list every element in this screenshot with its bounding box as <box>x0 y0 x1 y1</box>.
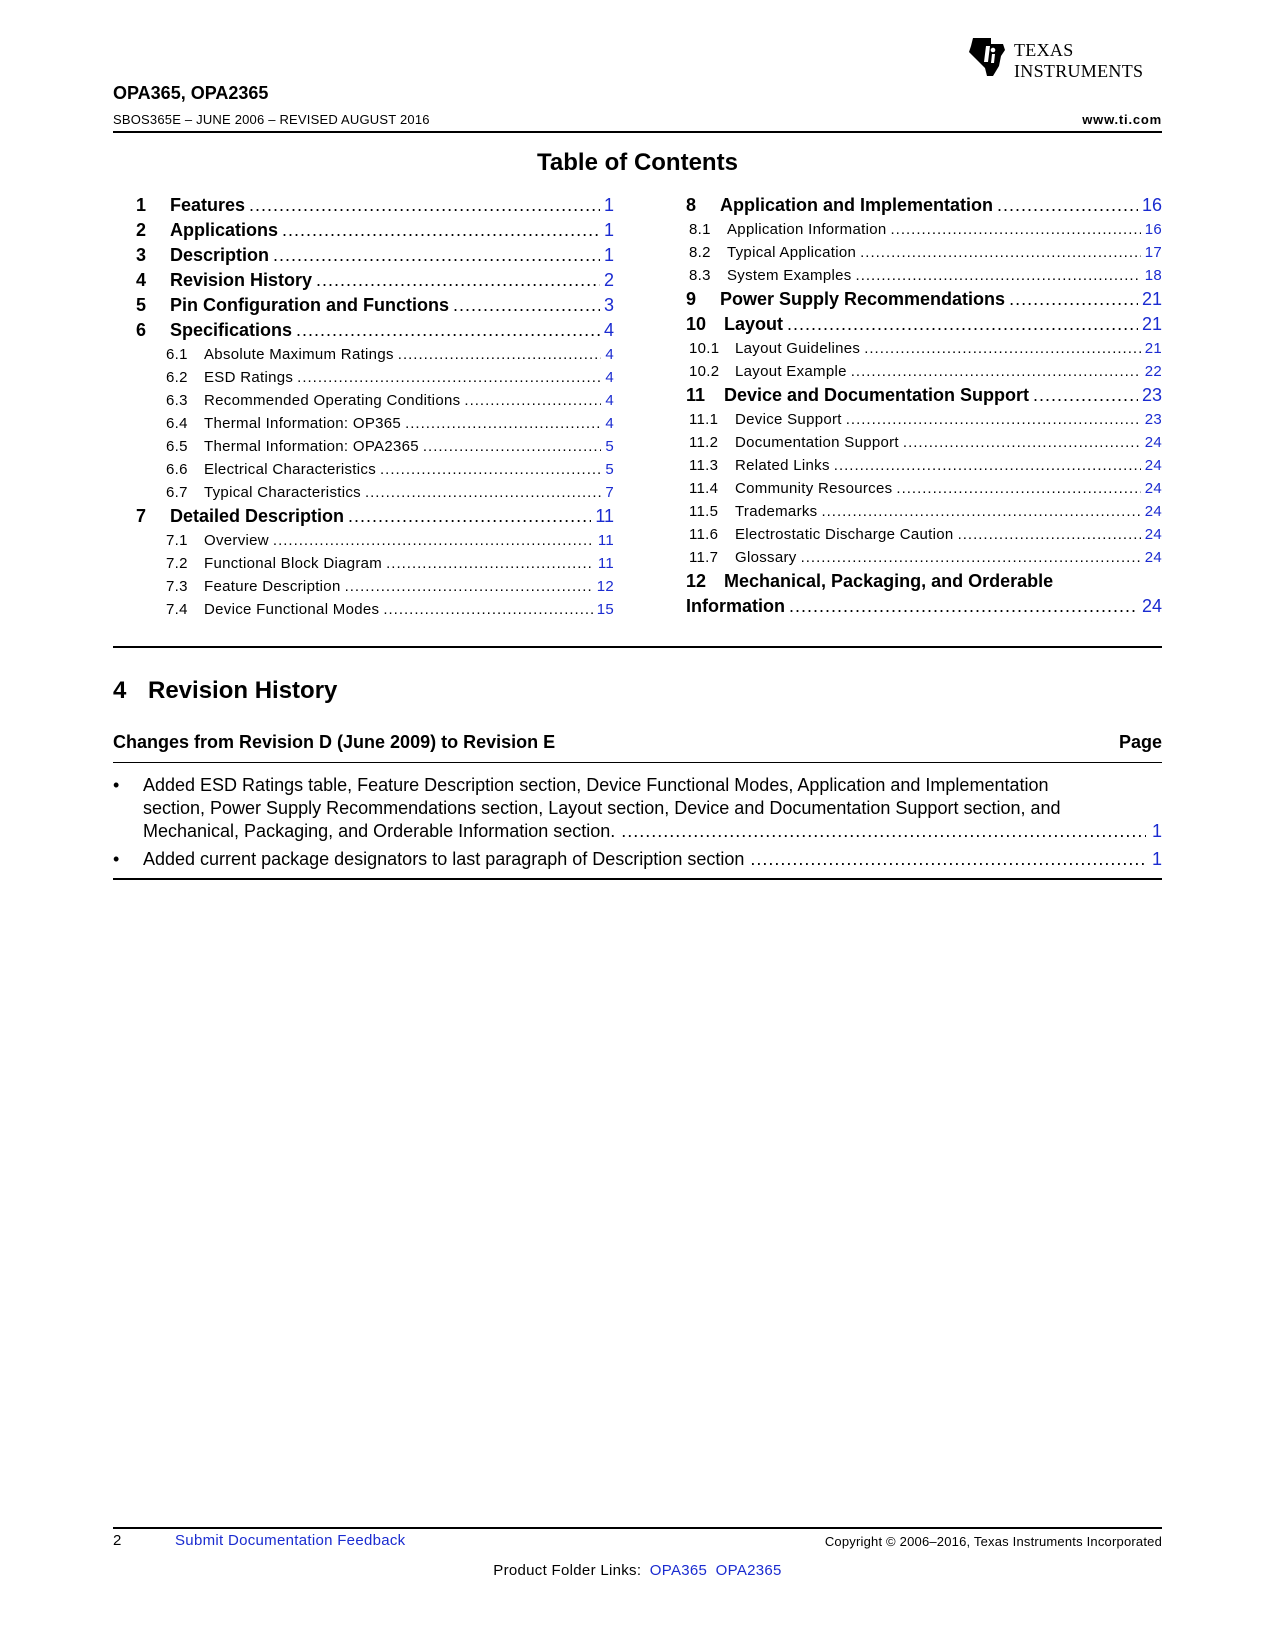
toc-page-link[interactable]: 24 <box>1144 457 1162 474</box>
toc-label[interactable]: Layout Guidelines <box>735 340 861 357</box>
toc-subentry[interactable] <box>686 546 1162 569</box>
toc-entry[interactable] <box>686 193 1162 218</box>
toc-page-link[interactable]: 24 <box>1144 526 1162 543</box>
toc-number: 8.3 <box>689 267 711 284</box>
leader-dots <box>282 218 600 243</box>
toc-entry[interactable] <box>136 268 614 293</box>
leader-dots <box>297 366 601 389</box>
leader-dots <box>891 218 1141 241</box>
toc-label[interactable]: Device Support <box>735 411 842 428</box>
toc-subentry[interactable] <box>136 529 614 552</box>
logo-line-2: INSTRUMENTS <box>1014 61 1144 81</box>
leader-dots <box>464 389 601 412</box>
document-revision-line: SBOS365E – JUNE 2006 – REVISED AUGUST 2016 <box>113 112 430 127</box>
toc-entry[interactable] <box>686 383 1162 408</box>
toc-page-link[interactable]: 16 <box>1141 195 1162 215</box>
leader-dots <box>896 477 1140 500</box>
ti-logo <box>967 36 1167 86</box>
toc-label[interactable]: Description <box>170 245 270 265</box>
change-item <box>113 774 1162 843</box>
toc-label[interactable]: Specifications <box>170 320 293 340</box>
copyright: Copyright © 2006–2016, Texas Instruments Incorporated <box>824 1534 1162 1549</box>
toc-label[interactable]: Overview <box>204 532 269 549</box>
toc-page-link[interactable]: 17 <box>1144 244 1162 261</box>
toc-number: 3 <box>136 245 147 265</box>
toc-subentry[interactable] <box>686 218 1162 241</box>
logo-line-1: TEXAS <box>1014 40 1074 60</box>
toc-label[interactable]: Application Information <box>727 221 887 238</box>
leader-dots <box>1009 287 1138 312</box>
toc-label[interactable]: Layout Example <box>735 363 847 380</box>
leader-dots <box>821 500 1140 523</box>
toc-page-link[interactable]: 15 <box>596 601 614 618</box>
toc-page-link[interactable]: 11 <box>597 532 614 549</box>
site-link[interactable]: www.ti.com <box>1082 112 1162 127</box>
toc-number: 6.7 <box>166 484 188 501</box>
toc-number: 7.3 <box>166 578 188 595</box>
toc-number: 11.4 <box>689 480 719 497</box>
footer-rule <box>113 1527 1162 1529</box>
toc-number: 12 <box>686 571 707 591</box>
toc-entry[interactable] <box>136 218 614 243</box>
toc-page-link[interactable]: 21 <box>1144 340 1162 357</box>
toc-number: 1 <box>136 195 147 215</box>
leader-dots <box>383 598 592 621</box>
toc-label[interactable]: Community Resources <box>735 480 893 497</box>
toc-number: 6.3 <box>166 392 188 409</box>
toc-number: 10.1 <box>689 340 720 357</box>
toc-page-link[interactable]: 21 <box>1141 289 1162 309</box>
leader-dots <box>345 575 593 598</box>
toc-label[interactable]: Feature Description <box>204 578 341 595</box>
changes-header <box>113 732 1162 753</box>
toc-number: 11 <box>686 385 706 405</box>
toc-label[interactable]: Device and Documentation Support <box>724 385 1030 405</box>
toc-page-link[interactable]: 24 <box>1144 434 1162 451</box>
toc-page-link[interactable]: 21 <box>1141 314 1162 334</box>
toc-number: 4 <box>136 270 147 290</box>
product-link-opa365[interactable]: OPA365 <box>649 1562 708 1579</box>
toc-entry[interactable] <box>136 243 614 268</box>
toc-label[interactable]: Features <box>170 195 246 215</box>
toc-number: 7.4 <box>166 601 188 618</box>
leader-dots <box>997 193 1138 218</box>
toc-subentry[interactable] <box>136 389 614 412</box>
toc-label[interactable]: Documentation Support <box>735 434 899 451</box>
toc-subentry[interactable] <box>686 454 1162 477</box>
leader-dots <box>958 523 1141 546</box>
leader-dots <box>398 343 602 366</box>
product-folder-links <box>0 1562 1275 1579</box>
toc-bottom-rule <box>113 646 1162 648</box>
toc-subentry[interactable] <box>686 337 1162 360</box>
toc-number: 11.7 <box>689 549 719 566</box>
toc-label[interactable]: Related Links <box>735 457 830 474</box>
toc-subentry[interactable] <box>136 575 614 598</box>
submit-feedback-link[interactable]: Submit Documentation Feedback <box>175 1532 406 1549</box>
toc-label[interactable]: Revision History <box>170 270 313 290</box>
toc-page-link[interactable]: 12 <box>596 578 614 595</box>
toc-subentry[interactable] <box>686 264 1162 287</box>
toc-number: 6 <box>136 320 147 340</box>
leader-dots <box>249 193 600 218</box>
leader-dots <box>834 454 1141 477</box>
toc-page-link[interactable]: 4 <box>603 320 614 340</box>
leader-dots <box>789 594 1138 619</box>
changes-header-rule <box>113 762 1162 763</box>
toc-subentry[interactable] <box>136 435 614 458</box>
toc-number: 11.3 <box>689 457 719 474</box>
toc-right-column <box>686 193 1162 619</box>
toc-page-link[interactable]: 11 <box>597 555 614 572</box>
toc-number: 10 <box>686 314 707 334</box>
toc-number: 8.1 <box>689 221 711 238</box>
leader-dots <box>864 337 1141 360</box>
toc-entry[interactable] <box>136 293 614 318</box>
change-page-link[interactable]: 1 <box>1151 849 1162 869</box>
toc-page-link[interactable]: 4 <box>605 346 614 363</box>
leader-dots <box>380 458 601 481</box>
toc-page-link[interactable]: 24 <box>1144 480 1162 497</box>
ti-logo-text <box>1014 40 1143 82</box>
leader-dots <box>856 264 1141 287</box>
toc-label[interactable]: Trademarks <box>735 503 818 520</box>
toc-subentry[interactable] <box>136 552 614 575</box>
toc-title: Table of Contents <box>537 149 738 176</box>
toc-label[interactable]: Typical Application <box>727 244 857 261</box>
toc-number: 8.2 <box>689 244 711 261</box>
toc-label[interactable]: Electrical Characteristics <box>204 461 377 478</box>
toc-entry[interactable] <box>686 569 1162 594</box>
toc-subentry[interactable] <box>686 241 1162 264</box>
document-title: OPA365, OPA2365 <box>113 83 269 103</box>
product-links-label: Product Folder Links: <box>493 1562 642 1579</box>
leader-dots <box>787 312 1138 337</box>
toc-number: 11.5 <box>689 503 719 520</box>
toc-entry[interactable] <box>136 193 614 218</box>
leader-dots <box>386 552 594 575</box>
leader-dots <box>801 546 1141 569</box>
toc-page-link[interactable]: 4 <box>605 415 614 432</box>
toc-subentry[interactable] <box>136 366 614 389</box>
toc-number: 6.6 <box>166 461 188 478</box>
toc-label[interactable]: Glossary <box>735 549 797 566</box>
leader-dots <box>365 481 601 504</box>
toc-subentry[interactable] <box>136 412 614 435</box>
changes-page-header: Page <box>1118 732 1162 752</box>
toc-subentry[interactable] <box>686 360 1162 383</box>
leader-dots <box>348 504 591 529</box>
changes-header-label: Changes from Revision D (June 2009) to Revision E <box>113 732 556 752</box>
header-rule <box>113 131 1162 133</box>
toc-entry[interactable] <box>136 504 614 529</box>
toc-number: 8 <box>686 195 697 215</box>
toc-page-link[interactable]: 4 <box>605 392 614 409</box>
toc-number: 10.2 <box>689 363 720 380</box>
toc-number: 6.2 <box>166 369 188 386</box>
toc-page-link[interactable]: 5 <box>605 438 614 455</box>
page-number: 2 <box>113 1532 122 1549</box>
toc-number: 7.1 <box>166 532 188 549</box>
toc-label[interactable]: Typical Characteristics <box>204 484 361 501</box>
toc-page-link[interactable]: 3 <box>603 295 614 315</box>
leader-dots <box>316 268 600 293</box>
leader-dots <box>296 318 600 343</box>
toc-label[interactable]: Pin Configuration and Functions <box>170 295 449 315</box>
toc-number: 11.1 <box>689 411 719 428</box>
toc-number: 2 <box>136 220 147 240</box>
bullet: • <box>113 849 120 869</box>
leader-dots <box>846 408 1141 431</box>
toc-number: 6.5 <box>166 438 188 455</box>
toc-label[interactable]: Electrostatic Discharge Caution <box>735 526 954 543</box>
toc-number: 5 <box>136 295 147 315</box>
toc-subentry[interactable] <box>686 477 1162 500</box>
toc-label[interactable]: Application and Implementation <box>720 195 994 215</box>
toc-page-link[interactable]: 23 <box>1144 411 1162 428</box>
leader-dots <box>851 360 1141 383</box>
toc-page-link[interactable]: 4 <box>605 369 614 386</box>
leader-dots <box>1033 383 1138 408</box>
toc-number: 7 <box>136 506 147 526</box>
leader-dots <box>273 243 600 268</box>
product-link-opa2365[interactable]: OPA2365 <box>715 1562 782 1579</box>
toc-subentry[interactable] <box>136 481 614 504</box>
toc-page-link[interactable]: 7 <box>605 484 614 501</box>
change-line: section, Power Supply Recommendations section, Layout section, Device and Documentation Support section, and <box>143 798 1061 818</box>
toc-page-link[interactable]: 11 <box>595 506 614 526</box>
toc-subentry[interactable] <box>686 523 1162 546</box>
change-line: Mechanical, Packaging, and Orderable Information section. <box>143 821 616 841</box>
toc-entry-continuation[interactable] <box>686 594 1162 619</box>
leader-dots <box>903 431 1141 454</box>
toc-label[interactable]: Recommended Operating Conditions <box>204 392 461 409</box>
toc-page-link[interactable]: 22 <box>1144 363 1162 380</box>
toc-subentry[interactable] <box>686 431 1162 454</box>
section-title: Revision History <box>148 677 338 704</box>
ti-logo-icon <box>967 36 1011 78</box>
toc-label[interactable]: ESD Ratings <box>204 369 294 386</box>
revision-bottom-rule <box>113 878 1162 880</box>
toc-label[interactable]: Thermal Information: OPA2365 <box>204 438 419 455</box>
toc-label[interactable]: Device Functional Modes <box>204 601 380 618</box>
toc-number: 6.1 <box>166 346 188 363</box>
toc-label[interactable]: Thermal Information: OP365 <box>204 415 402 432</box>
change-item <box>113 848 1162 871</box>
toc-subentry[interactable] <box>136 343 614 366</box>
toc-page-link[interactable]: 1 <box>603 245 614 265</box>
toc-entry[interactable] <box>686 287 1162 312</box>
change-page-link[interactable]: 1 <box>1151 821 1162 841</box>
section-number: 4 <box>113 677 127 704</box>
toc-subentry[interactable] <box>136 598 614 621</box>
change-line: Added current package designators to last paragraph of Description section <box>143 849 745 869</box>
toc-page-link[interactable]: 16 <box>1144 221 1162 238</box>
toc-label[interactable]: Information <box>686 596 785 616</box>
leader-dots <box>621 820 1146 843</box>
toc-number: 11.2 <box>689 434 719 451</box>
toc-page-link[interactable]: 1 <box>603 195 614 215</box>
toc-label[interactable]: Applications <box>170 220 279 240</box>
leader-dots <box>405 412 601 435</box>
toc-page-link[interactable]: 1 <box>603 220 614 240</box>
toc-page-link[interactable]: 24 <box>1144 549 1162 566</box>
toc-entry[interactable] <box>686 312 1162 337</box>
change-line: Added ESD Ratings table, Feature Description section, Device Functional Modes, Application and Implementation <box>143 775 1049 795</box>
toc-number: 7.2 <box>166 555 188 572</box>
toc-number: 11.6 <box>689 526 719 543</box>
toc-entry[interactable] <box>136 318 614 343</box>
toc-label[interactable]: Absolute Maximum Ratings <box>204 346 394 363</box>
leader-dots <box>423 435 601 458</box>
toc-label[interactable]: Detailed Description <box>170 506 345 526</box>
leader-dots <box>860 241 1141 264</box>
leader-dots <box>453 293 600 318</box>
leader-dots <box>273 529 594 552</box>
toc-page-link[interactable]: 23 <box>1141 385 1162 405</box>
toc-page-link[interactable]: 24 <box>1141 596 1162 616</box>
toc-label[interactable]: System Examples <box>727 267 852 284</box>
toc-left-column <box>136 193 614 621</box>
toc-page-link[interactable]: 2 <box>603 270 614 290</box>
toc-label[interactable]: Layout <box>724 314 784 334</box>
toc-number: 9 <box>686 289 697 309</box>
toc-page-link[interactable]: 24 <box>1144 503 1162 520</box>
toc-label[interactable]: Functional Block Diagram <box>204 555 383 572</box>
toc-label[interactable]: Power Supply Recommendations <box>720 289 1006 309</box>
toc-label[interactable]: Mechanical, Packaging, and Orderable <box>724 571 1054 591</box>
leader-dots <box>750 848 1146 871</box>
section-heading <box>113 677 337 705</box>
toc-page-link[interactable]: 18 <box>1144 267 1162 284</box>
toc-subentry[interactable] <box>136 458 614 481</box>
toc-subentry[interactable] <box>686 408 1162 431</box>
toc-page-link[interactable]: 5 <box>605 461 614 478</box>
bullet: • <box>113 775 120 795</box>
toc-number: 6.4 <box>166 415 188 432</box>
toc-subentry[interactable] <box>686 500 1162 523</box>
